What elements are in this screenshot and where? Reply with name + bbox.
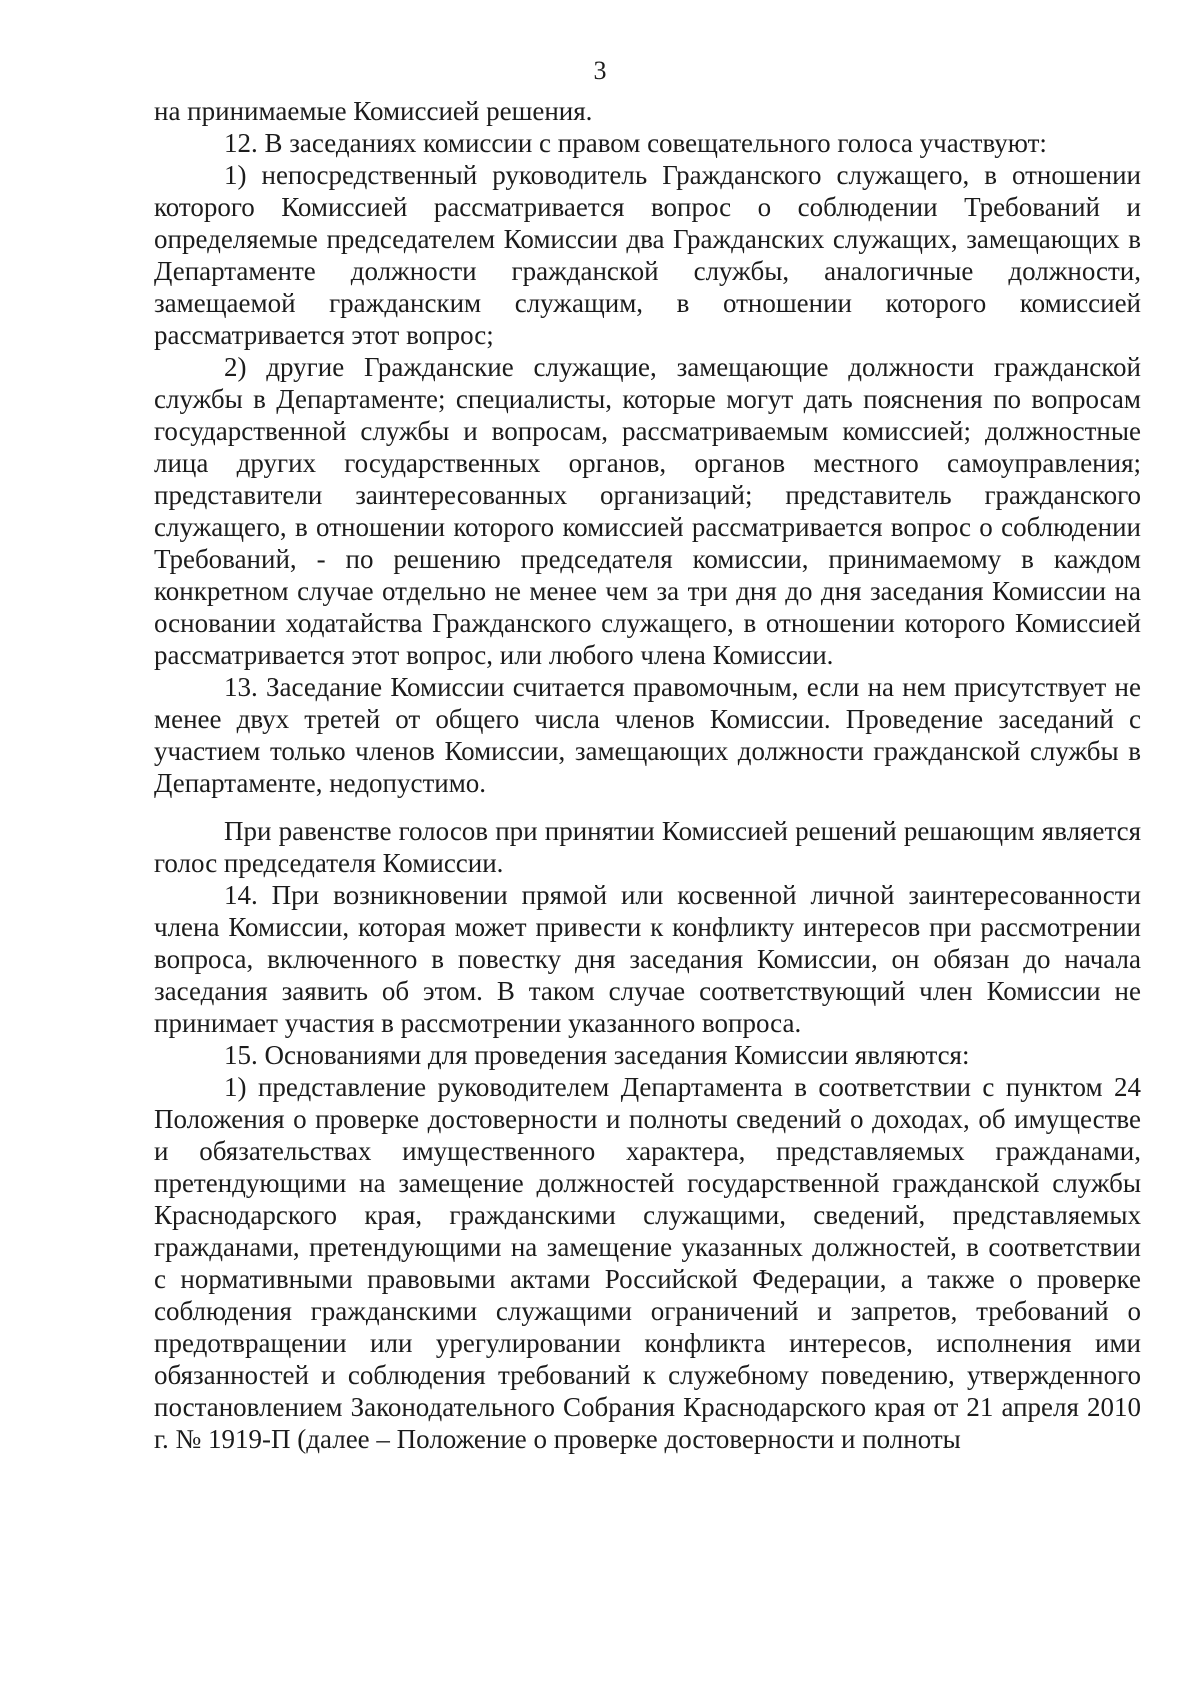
- paragraph: 2) другие Гражданские служащие, замещающие должности гражданской службы в Департаменте; специалисты, которые могут дать пояснения по вопросам государственной службы и вопросам, рассматриваемым комиссией; должностные лица других государственных органов, органов местного самоуправления; представители заинтересованных организаций; представитель гражданского служащего, в отношении которого комиссией рассматривается вопрос о соблюдении Требований, - по решению председателя комиссии, принимаемому в каждом конкретном случае отдельно не менее чем за три дня до дня заседания Комиссии на основании ходатайства Гражданского служащего, в отношении которого Комиссией рассматривается этот вопрос, или любого члена Комиссии.: [154, 352, 1141, 670]
- paragraph: При равенстве голосов при принятии Комиссией решений решающим является голос председателя Комиссии.: [154, 816, 1141, 878]
- paragraph: 15. Основаниями для проведения заседания Комиссии являются:: [224, 1040, 970, 1070]
- paragraph: на принимаемые Комиссией решения.: [154, 96, 593, 126]
- paragraph: 1) представление руководителем Департамента в соответствии с пунктом 24 Положения о проверке достоверности и полноты сведений о доходах, об имуществе и обязательствах имущественного характера, представляемых гражданами, претендующими на замещение должностей государственной гражданской службы Краснодарского края, гражданскими служащими, сведений, представляемых гражданами, претендующими на замещение указанных должностей, в соответствии с нормативными правовыми актами Российской Федерации, а также о проверке соблюдения гражданскими служащими ограничений и запретов, требований о предотвращении или урегулировании конфликта интересов, исполнения ими обязанностей и соблюдения требований к служебному поведению, утвержденного постановлением Законодательного Собрания Краснодарского края от 21 апреля 2010 г. № 1919-П (далее – Положение о проверке достоверности и полноты: [154, 1072, 1141, 1454]
- document-body: [154, 95, 1141, 1455]
- paragraph: 13. Заседание Комиссии считается правомочным, если на нем присутствует не менее двух третей от общего числа членов Комиссии. Проведение заседаний с участием только членов Комиссии, замещающих должности гражданской службы в Департаменте, недопустимо.: [154, 672, 1141, 798]
- paragraph: 1) непосредственный руководитель Гражданского служащего, в отношении которого Комиссией рассматривается вопрос о соблюдении Требований и определяемые председателем Комиссии два Гражданских служащих, замещающих в Департаменте должности гражданской службы, аналогичные должности, замещаемой гражданским служащим, в отношении которого комиссией рассматривается этот вопрос;: [154, 160, 1141, 350]
- paragraph: 12. В заседаниях комиссии с правом совещательного голоса участвуют:: [224, 128, 1047, 158]
- paragraph: 14. При возникновении прямой или косвенной личной заинтересованности члена Комиссии, которая может привести к конфликту интересов при рассмотрении вопроса, включенного в повестку дня заседания Комиссии, он обязан до начала заседания заявить об этом. В таком случае соответствующий член Комиссии не принимает участия в рассмотрении указанного вопроса.: [154, 880, 1141, 1038]
- page-number: 3: [593, 56, 607, 85]
